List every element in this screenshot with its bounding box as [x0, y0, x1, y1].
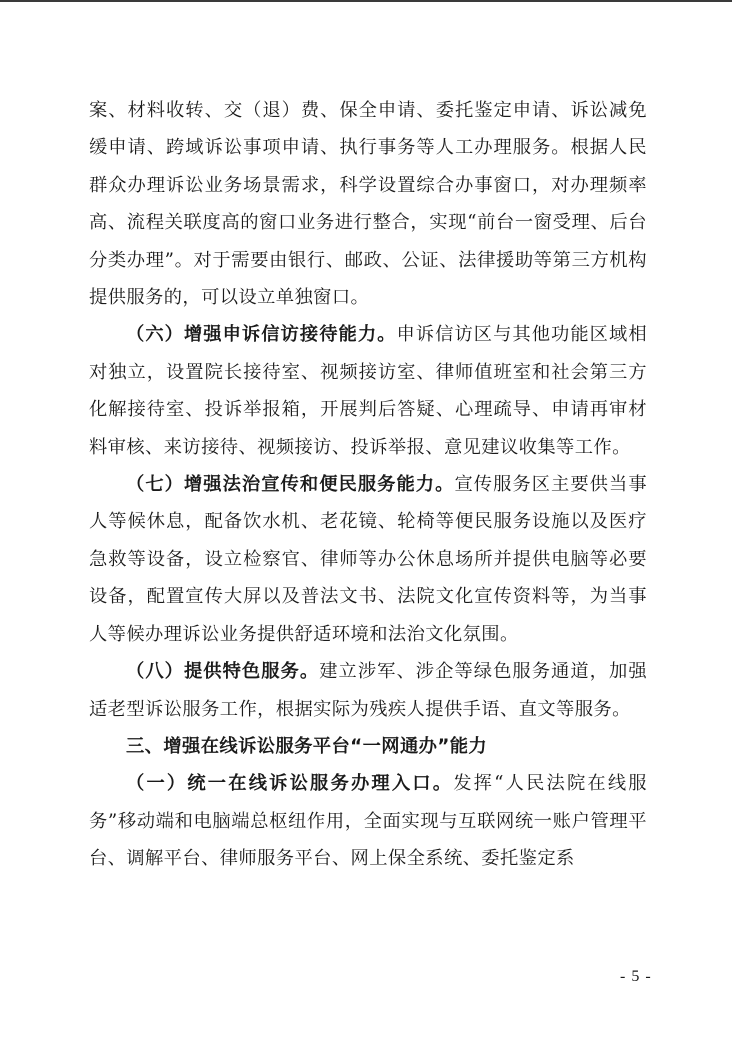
paragraph-lead: （七）增强法治宣传和便民服务能力。: [126, 474, 455, 496]
top-border-line: [0, 0, 732, 2]
page-number: - 5 -: [620, 968, 652, 985]
paragraph-eight: [89, 653, 647, 728]
paragraph-text: 宣传服务区主要供当事人等候休息，配备饮水机、老花镜、轮椅等便民服务设施以及医疗急救等设备，设立检察官、律师等办公休息场所并提供电脑等必要设备，配置宣传大屏以及普法文书、法院文化宣传资料等，为当事人等候办理诉讼业务提供舒适环境和法治文化氛围。: [89, 474, 647, 645]
paragraph-continuation: [89, 92, 647, 316]
paragraph-lead: （一）统一在线诉讼服务办理入口。: [126, 773, 454, 795]
paragraph-section-three-one: [89, 765, 647, 877]
section-heading: 三、增强在线诉讼服务平台“一网通办”能力: [126, 735, 488, 757]
document-body: [89, 92, 647, 878]
paragraph-text: 申诉信访区与其他功能区域相对独立，设置院长接待室、视频接访室、律师值班室和社会第三方化解接待室、投诉举报箱，开展判后答疑、心理疏导、申请再审材料审核、来访接待、视频接访、投诉举报、意见建议收集等工作。: [89, 324, 647, 458]
paragraph-seven: [89, 466, 647, 653]
paragraph-text: 建立涉军、涉企等绿色服务通道，加强适老型诉讼服务工作，根据实际为残疾人提供手语、直文等服务。: [89, 661, 647, 720]
paragraph-text: 发挥“人民法院在线服务”移动端和电脑端总枢纽作用，全面实现与互联网统一账户管理平台、调解平台、律师服务平台、网上保全系统、委托鉴定系: [89, 773, 647, 870]
paragraph-six: [89, 316, 647, 466]
paragraph-lead: （六）增强申诉信访接待能力。: [126, 324, 397, 346]
paragraph-text: 案、材料收转、交（退）费、保全申请、委托鉴定申请、诉讼减免缓申请、跨域诉讼事项申请、执行事务等人工办理服务。根据人民群众办理诉讼业务场景需求，科学设置综合办事窗口，对办理频率高、流程关联度高的窗口业务进行整合，实现“前台一窗受理、后台分类办理”。对于需要由银行、邮政、公证、法律援助等第三方机构提供服务的，可以设立单独窗口。: [89, 100, 647, 309]
paragraph-lead: （八）提供特色服务。: [126, 661, 320, 683]
